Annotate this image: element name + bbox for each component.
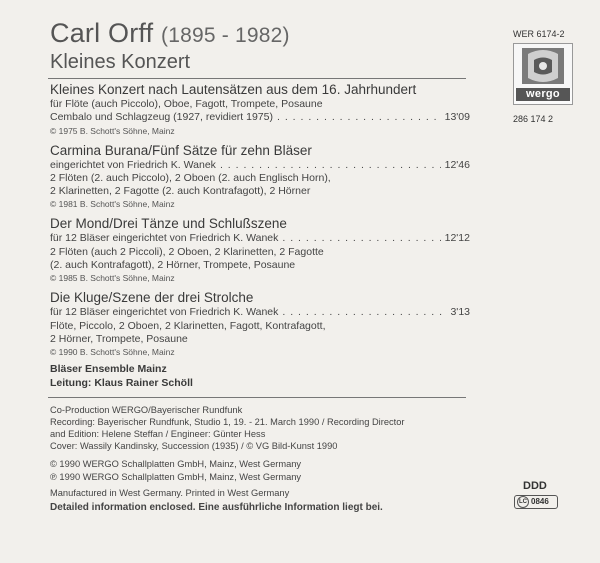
track-detail-text: 2 Hörner, Trompete, Posaune [50, 332, 188, 345]
track-detail-line [50, 159, 470, 172]
label-code-box [514, 495, 558, 509]
track-duration: 12'46 [444, 158, 470, 171]
leader-dots [282, 232, 440, 245]
lc-badge: LC [517, 496, 529, 508]
leader-dots [277, 111, 441, 124]
track-detail-line [50, 185, 470, 198]
track-detail-text: Cembalo und Schlagzeug (1927, revidiert 1975) [50, 111, 273, 124]
track-detail-text: 2 Flöten (2. auch Piccolo), 2 Oboen (2. auch Englisch Horn), [50, 171, 331, 184]
track-detail-line [50, 320, 470, 333]
leader-dots [220, 159, 441, 172]
ensemble-name: Bläser Ensemble Mainz [50, 363, 167, 376]
track-detail-text: 2 Klarinetten, 2 Fagotte (2. auch Kontrafagott), 2 Hörner [50, 185, 311, 198]
track-duration: 13'09 [444, 111, 470, 124]
header-rule [48, 78, 466, 79]
copyright-line: © 1990 WERGO Schallplatten GmbH, Mainz, West Germany [50, 459, 302, 469]
track-duration: 12'12 [444, 232, 470, 245]
track-detail-line [50, 333, 470, 346]
credit-line: Recording: Bayerischer Rundfunk, Studio 1, 19. - 21. March 1990 / Recording Director [50, 417, 405, 427]
ddd-code: DDD [523, 480, 547, 492]
catalog-number-top: WER 6174-2 [513, 29, 565, 39]
track-duration: 3'13 [450, 306, 470, 319]
composer-years: (1895 - 1982) [161, 24, 290, 47]
track-detail-line [50, 232, 470, 245]
composer-heading [50, 18, 290, 49]
track-detail-text: (2. auch Kontrafagott), 2 Hörner, Trompete, Posaune [50, 259, 296, 272]
phonogram-line: ℗ 1990 WERGO Schallplatten GmbH, Mainz, West Germany [50, 472, 302, 482]
track-title: Kleines Konzert nach Lautensätzen aus dem 16. Jahrhundert [50, 82, 417, 97]
credit-line: and Edition: Helene Steffan / Engineer: Günter Hess [50, 429, 266, 439]
detailed-info-note: Detailed information enclosed. Eine ausführliche Information liegt bei. [50, 502, 383, 513]
track-title: Der Mond/Drei Tänze und Schlußszene [50, 216, 287, 232]
track-item [50, 81, 470, 137]
conductor-name: Leitung: Klaus Rainer Schöll [50, 376, 193, 389]
track-detail-line [50, 259, 470, 272]
credits-rule [48, 397, 466, 398]
track-detail-text: 2 Flöten (auch 2 Piccoli), 2 Oboen, 2 Klarinetten, 2 Fagotte [50, 245, 324, 258]
track-title: Carmina Burana/Fünf Sätze für zehn Bläser [50, 142, 312, 158]
logo-mark-icon [514, 44, 572, 88]
track-detail-text: für 12 Bläser eingerichtet von Friedrich K. Wanek [50, 232, 279, 245]
track-copyright: © 1975 B. Schott's Söhne, Mainz [50, 125, 175, 136]
album-title: Kleines Konzert [50, 51, 191, 73]
track-copyright: © 1981 B. Schott's Söhne, Mainz [50, 199, 175, 210]
leader-dots [282, 306, 446, 319]
composer-name: Carl Orff [50, 18, 154, 48]
wergo-logo [513, 43, 573, 105]
production-credits [50, 404, 510, 452]
credit-line: Co-Production WERGO/Bayerischer Rundfunk [50, 405, 243, 415]
track-detail-line [50, 98, 470, 111]
track-copyright: © 1990 B. Schott's Söhne, Mainz [50, 347, 175, 358]
catalog-number-bottom: 286 174 2 [513, 114, 554, 124]
manufactured-note: Manufactured in West Germany. Printed in West Germany [50, 488, 290, 498]
track-list [50, 81, 470, 390]
label-code-number: 0846 [531, 497, 549, 506]
track-item [50, 142, 470, 211]
track-item [50, 215, 470, 284]
credit-line: Cover: Wassily Kandinsky, Succession (1935) / © VG Bild-Kunst 1990 [50, 441, 338, 451]
performers [50, 363, 470, 390]
track-detail-line [50, 246, 470, 259]
track-detail-line [50, 172, 470, 185]
track-detail-text: für 12 Bläser eingerichtet von Friedrich K. Wanek [50, 306, 279, 319]
track-detail-text: eingerichtet von Friedrich K. Wanek [50, 158, 216, 171]
track-detail-line [50, 306, 470, 319]
track-item [50, 289, 470, 358]
track-detail-text: für Flöte (auch Piccolo), Oboe, Fagott, Trompete, Posaune [50, 98, 323, 110]
track-copyright: © 1985 B. Schott's Söhne, Mainz [50, 273, 175, 284]
track-detail-line [50, 111, 470, 124]
logo-wordmark: wergo [516, 88, 570, 101]
label-copyrights [50, 458, 301, 484]
track-detail-text: Flöte, Piccolo, 2 Oboen, 2 Klarinetten, Fagott, Kontrafagott, [50, 319, 326, 332]
track-title: Die Kluge/Szene der drei Strolche [50, 290, 254, 306]
